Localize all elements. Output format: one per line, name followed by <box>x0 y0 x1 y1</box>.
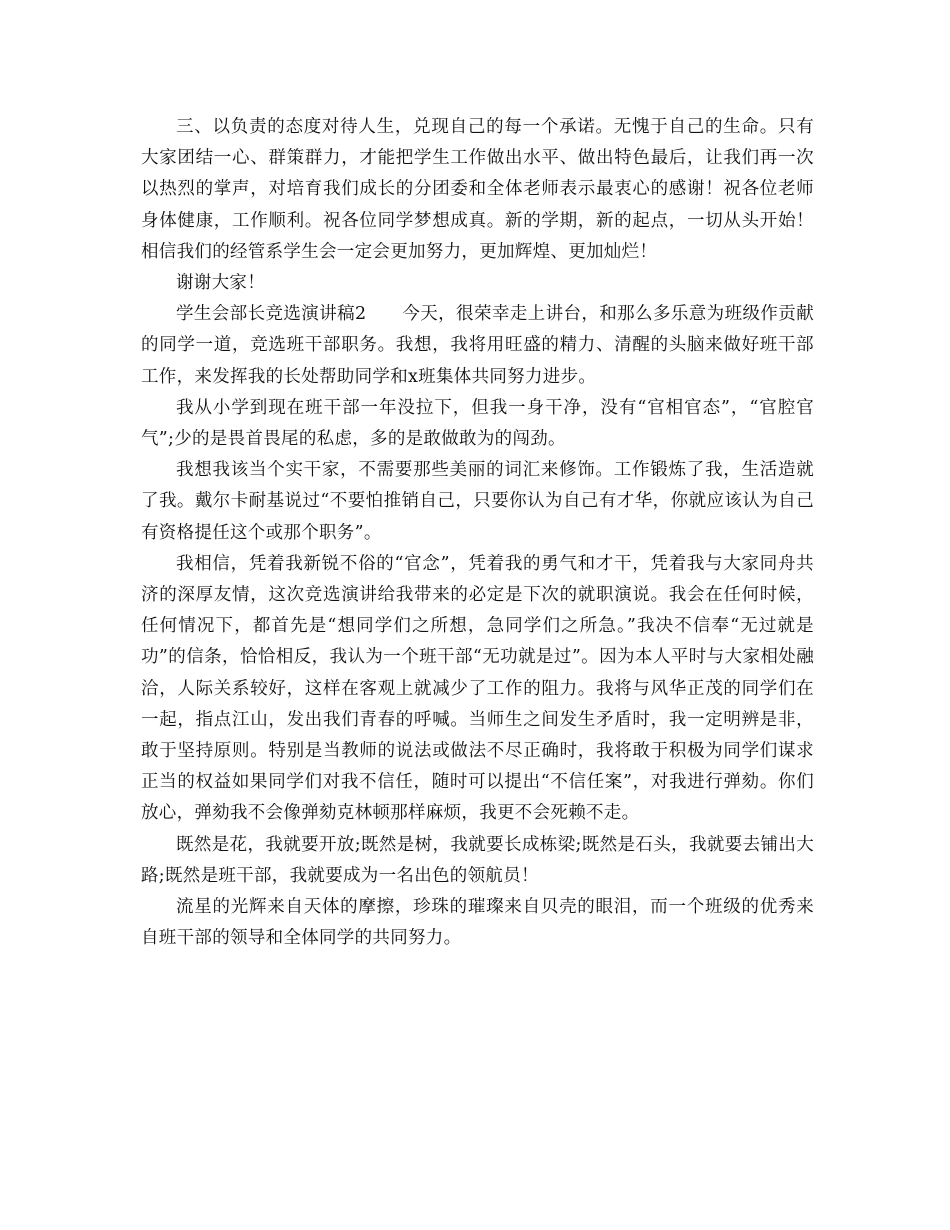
paragraph-commitment: 三、以负责的态度对待人生，兑现自己的每一个承诺。无愧于自己的生命。只有大家团结一心、群策群力，才能把学生工作做出水平、做出特色最后，让我们再一次以热烈的掌声，对培育我们成长的分团委和全体老师表示最衷心的感谢！祝各位老师身体健康，工作顺利。祝各位同学梦想成真。新的学期，新的起点，一切从头开始！相信我们的经管系学生会一定会更加努力，更加辉煌、更加灿烂！ <box>141 117 814 262</box>
paragraph-thanks: 谢谢大家！ <box>176 273 265 294</box>
paragraph-belief: 我相信，凭着我新锐不俗的“官念”，凭着我的勇气和才干，凭着我与大家同舟共济的深厚友情，这次竞选演讲给我带来的必定是下次的就职演说。我会在任何时候，任何情况下，都首先是“想同学们之所想，急同学们之所急。”我决不信奉“无过就是功”的信条，恰恰相反，我认为一个班干部“无功就是过”。因为本人平时与大家相处融洽，人际关系较好，这样在客观上就减少了工作的阻力。我将与风华正茂的同学们在一起，指点江山，发出我们青春的呼喊。当师生之间发生矛盾时，我一定明辨是非，敢于坚持原则。特别是当教师的说法或做法不尽正确时，我将敢于积极为同学们谋求正当的权益如果同学们对我不信任，随时可以提出“不信任案”，对我进行弹劾。你们放心，弹劾我不会像弹劾克林顿那样麻烦，我更不会死赖不走。 <box>141 553 814 824</box>
paragraph-clean-record: 我从小学到现在班干部一年没拉下，但我一身干净，没有“官相官态”，“官腔官气”;少的是畏首畏尾的私虑，多的是敢做敢为的闯劲。 <box>141 397 814 450</box>
paragraph-practical: 我想我该当个实干家，不需要那些美丽的词汇来修饰。工作锻炼了我，生活造就了我。戴尔卡耐基说过“不要怕推销自己，只要你认为自己有才华，你就应该认为自己有资格提任这个或那个职务”。 <box>141 460 814 543</box>
paragraph-closing: 流星的光辉来自天体的摩擦，珍珠的璀璨来自贝壳的眼泪，而一个班级的优秀来自班干部的领导和全体同学的共同努力。 <box>141 897 814 949</box>
paragraph-speech-2-intro: 学生会部长竞选演讲稿2 今天，很荣幸走上讲台，和那么多乐意为班级作贡献的同学一道，竞选班干部职务。我想，我将用旺盛的精力、清醒的头脑来做好班干部工作，来发挥我的长处帮助同学和x班集体共同努力进步。 <box>141 304 814 387</box>
document-body <box>141 112 814 954</box>
paragraph-metaphor: 既然是花，我就要开放;既然是树，我就要长成栋梁;既然是石头，我就要去铺出大路;既然是班干部，我就要成为一名出色的领航员！ <box>141 834 814 886</box>
